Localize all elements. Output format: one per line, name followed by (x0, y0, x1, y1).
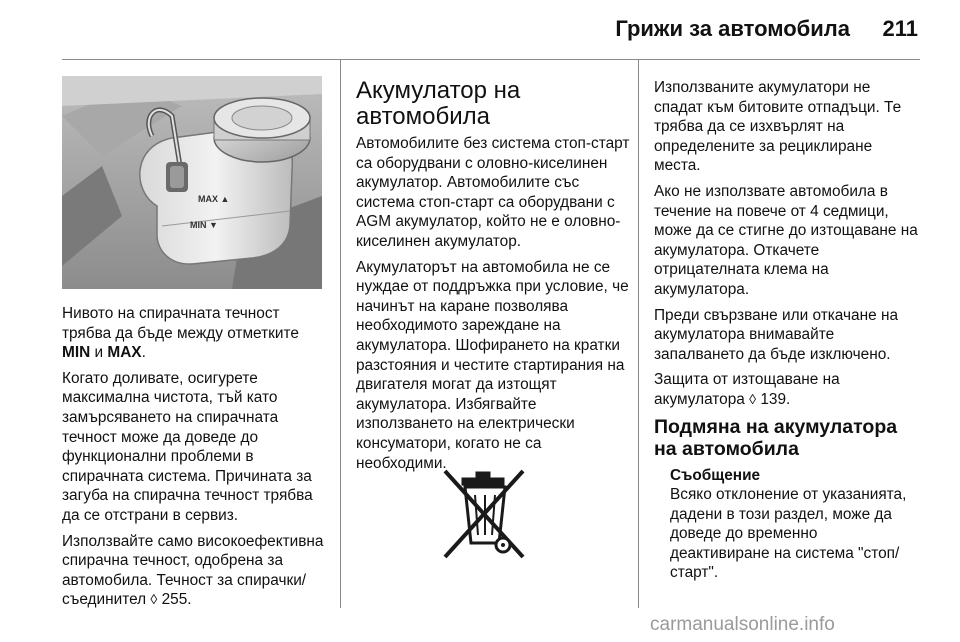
reservoir-illustration (62, 76, 322, 289)
min-mark: MIN (62, 344, 91, 362)
right-column (654, 78, 920, 583)
page-reference[interactable]: 255. (157, 591, 192, 609)
max-mark: MAX (107, 344, 142, 362)
section-heading: Акумулатор на автомобила (356, 77, 521, 130)
subsection-heading: Подмяна на акумулатора на автомобила (654, 415, 898, 460)
header-rule (62, 59, 920, 60)
watermark: carmanualsonline.info (650, 614, 835, 635)
page-reference-icon: ◊ (150, 591, 158, 608)
discharge-protection-paragraph: Защита от изтощаване на акумулатора ◊ 139. (654, 371, 840, 408)
crossed-out-bin-icon (437, 465, 533, 565)
note-box (670, 466, 920, 584)
note-body: Всяко отклонение от указанията, дадени в този раздел, може да доведе до временно деактивиране на система "стоп/старт". (670, 486, 907, 582)
left-column (62, 304, 330, 616)
max-mark-label: MAX ▲ (198, 194, 230, 204)
note-heading: Съобщение (670, 466, 761, 484)
fluid-level-paragraph: Нивото на спирачната течност трябва да бъде между отметките MIN и MAX. (62, 305, 299, 362)
middle-column (356, 78, 630, 479)
cleanliness-paragraph: Когато доливате, осигурете максимална чистота, тъй като замърсяването на спирачната течност може да доведе до функционални проблеми в спирачната система. Причината за загуба на спирачна течност трябва да се отстрани в сервиз. (62, 369, 313, 524)
battery-type-paragraph: Автомобилите без система стоп-старт са оборудвани с оловно-киселинен акумулатор. Автомобилите със система стоп-старт са оборудвани с AGM акумулатор, който не е оловно-киселинен акумулатор. (356, 135, 630, 250)
ignition-paragraph: Преди свързване или откачане на акумулатора внимавайте запалването да бъде изключено. (654, 306, 899, 363)
brake-fluid-reservoir-photo (62, 76, 322, 289)
fluid-type-paragraph: Използвайте само високоефективна спирачна течност, одобрена за автомобила. Течност за спирачки/съединител ◊ 255. (62, 532, 324, 609)
page-reference-icon: ◊ (749, 390, 757, 407)
maintenance-paragraph: Акумулаторът на автомобила не се нуждае от поддръжка при условие, че начинът на каране позволява необходимото зареждане на акумулатора. Шофирането на кратки разстояния и честите стартирания на двигателя могат да изтощят акумулатора. Избягвайте използването на електрически консуматори, когато не са необходими. (356, 258, 629, 472)
column-divider-1 (340, 60, 341, 608)
page-number: 211 (882, 16, 918, 41)
disposal-paragraph: Използваните акумулатори не спадат към битовите отпадъци. Те трябва да се изхвърлят на определените за рециклиране места. (654, 79, 902, 175)
header-title: Грижи за автомобила (615, 16, 850, 41)
min-mark-label: MIN ▼ (190, 220, 218, 230)
storage-paragraph: Ако не използвате автомобила в течение на повече от 4 седмици, може да се стигне до изтощаване на акумулатора. Откачете отрицателната клема на акумулатора. (654, 182, 918, 298)
page-reference[interactable]: 139. (756, 390, 791, 408)
column-divider-2 (638, 60, 639, 608)
